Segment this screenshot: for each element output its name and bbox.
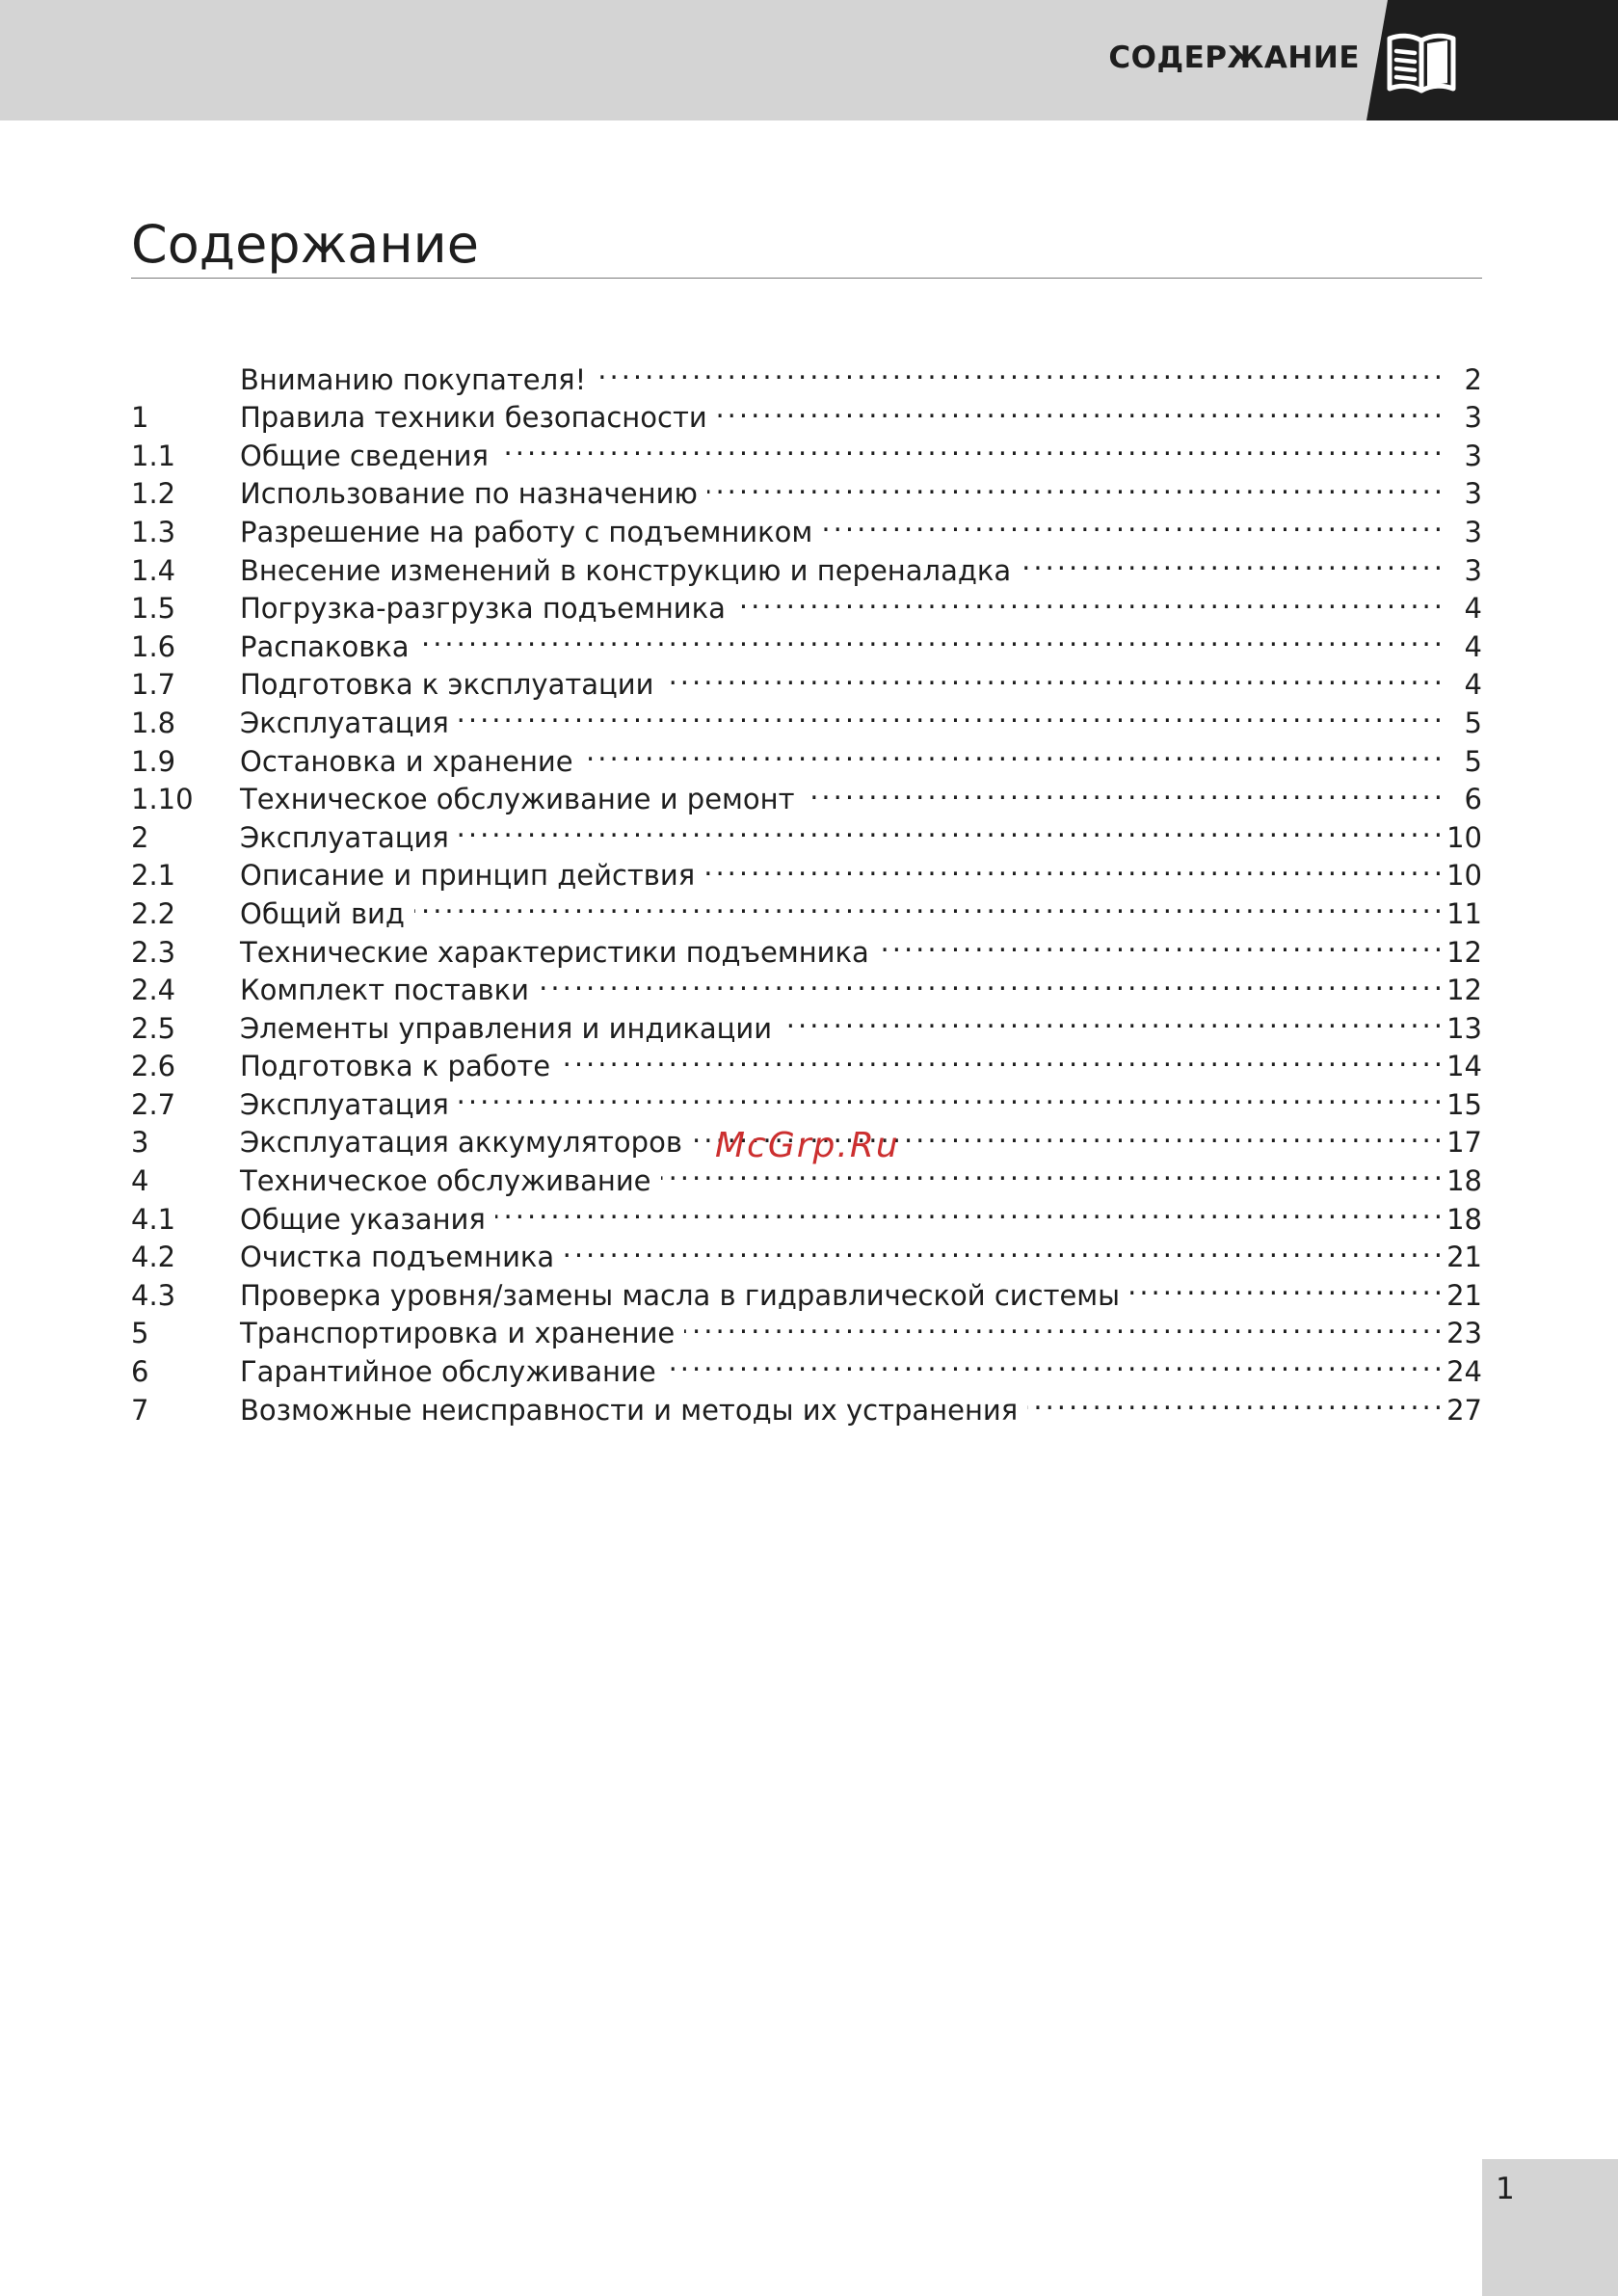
toc-dot-leader bbox=[805, 771, 1446, 810]
toc-entry-page: 13 bbox=[1446, 1011, 1482, 1045]
table-of-contents bbox=[131, 351, 1482, 1427]
toc-entry-page: 3 bbox=[1464, 553, 1482, 587]
toc-entry-title: Подготовка к работе bbox=[240, 1050, 551, 1083]
toc-entry-title: Элементы управления и индикации bbox=[240, 1011, 773, 1045]
toc-entry-page: 3 bbox=[1464, 439, 1482, 472]
toc-entry-page: 27 bbox=[1446, 1393, 1482, 1427]
toc-entry-number: 1.4 bbox=[131, 553, 176, 587]
toc-dot-leader bbox=[666, 1343, 1446, 1381]
toc-entry-page: 10 bbox=[1446, 820, 1482, 854]
toc-dot-leader bbox=[459, 694, 1446, 733]
toc-dot-leader bbox=[596, 351, 1446, 389]
toc-entry[interactable] bbox=[131, 351, 1482, 396]
toc-entry-title: Разрешение на работу с подъемником bbox=[240, 515, 813, 548]
toc-entry-number: 5 bbox=[131, 1317, 149, 1350]
toc-entry-number: 2.1 bbox=[131, 859, 176, 893]
toc-dot-leader bbox=[1027, 1381, 1446, 1420]
toc-entry-title: Эксплуатация bbox=[240, 820, 449, 854]
toc-dot-leader bbox=[459, 1076, 1446, 1114]
toc-entry-number: 1.6 bbox=[131, 629, 176, 663]
toc-dot-leader bbox=[583, 733, 1446, 771]
toc-entry-number: 2.7 bbox=[131, 1087, 176, 1121]
toc-entry-title: Внесение изменений в конструкцию и переналадка bbox=[240, 553, 1012, 587]
toc-dot-leader bbox=[1129, 1267, 1446, 1305]
toc-entry-page: 5 bbox=[1464, 706, 1482, 739]
toc-entry-title: Описание и принцип действия bbox=[240, 859, 696, 893]
toc-dot-leader bbox=[735, 580, 1446, 619]
toc-dot-leader bbox=[414, 885, 1446, 923]
toc-dot-leader bbox=[419, 618, 1446, 656]
toc-entry-title: Гарантийное обслуживание bbox=[240, 1355, 656, 1389]
toc-entry-number: 2.6 bbox=[131, 1050, 176, 1083]
toc-entry-page: 21 bbox=[1446, 1241, 1482, 1274]
toc-dot-leader bbox=[539, 962, 1446, 1001]
toc-entry-page: 23 bbox=[1446, 1317, 1482, 1350]
toc-entry-number: 1.3 bbox=[131, 515, 176, 548]
toc-dot-leader bbox=[704, 847, 1446, 886]
toc-entry-number: 1.2 bbox=[131, 477, 176, 511]
toc-entry-number: 4.2 bbox=[131, 1241, 176, 1274]
page-title: Содержание bbox=[131, 214, 479, 275]
toc-dot-leader bbox=[707, 466, 1446, 504]
toc-dot-leader bbox=[1021, 542, 1446, 580]
toc-entry-page: 10 bbox=[1446, 859, 1482, 893]
toc-entry-page: 24 bbox=[1446, 1355, 1482, 1389]
toc-dot-leader bbox=[459, 809, 1446, 847]
toc-entry-page: 3 bbox=[1464, 515, 1482, 548]
toc-entry-title: Эксплуатация аккумуляторов bbox=[240, 1126, 682, 1160]
toc-entry-title: Комплект поставки bbox=[240, 974, 529, 1007]
toc-entry-title: Использование по назначению bbox=[240, 477, 698, 511]
toc-entry-number: 1.9 bbox=[131, 744, 176, 778]
toc-entry-title: Эксплуатация bbox=[240, 1087, 449, 1121]
toc-entry-number: 6 bbox=[131, 1355, 149, 1389]
toc-entry-title: Общие указания bbox=[240, 1202, 486, 1236]
toc-dot-leader bbox=[684, 1305, 1446, 1344]
toc-dot-leader bbox=[822, 503, 1446, 542]
toc-entry-page: 5 bbox=[1464, 744, 1482, 778]
title-divider bbox=[131, 278, 1482, 279]
toc-dot-leader bbox=[498, 427, 1446, 466]
toc-entry-page: 4 bbox=[1464, 592, 1482, 626]
toc-entry-number: 2.2 bbox=[131, 896, 176, 930]
toc-entry-title: Возможные неисправности и методы их устранения bbox=[240, 1393, 1019, 1427]
toc-entry-page: 11 bbox=[1446, 896, 1482, 930]
toc-entry-title: Правила техники безопасности bbox=[240, 401, 707, 435]
toc-dot-leader bbox=[879, 923, 1446, 962]
toc-entry-title: Технические характеристики подъемника bbox=[240, 935, 869, 969]
toc-entry-page: 15 bbox=[1446, 1087, 1482, 1121]
toc-entry-title: Общий вид bbox=[240, 896, 405, 930]
toc-entry-title: Транспортировка и хранение bbox=[240, 1317, 676, 1350]
toc-entry-title: Вниманию покупателя! bbox=[240, 362, 587, 396]
toc-entry-page: 3 bbox=[1464, 401, 1482, 435]
toc-entry-number: 2.3 bbox=[131, 935, 176, 969]
toc-entry-page: 4 bbox=[1464, 668, 1482, 702]
header-section-label: СОДЕРЖАНИЕ bbox=[1108, 40, 1360, 75]
toc-dot-leader bbox=[560, 1038, 1446, 1077]
toc-dot-leader bbox=[564, 1229, 1446, 1268]
toc-entry-number: 2.4 bbox=[131, 974, 176, 1007]
open-book-icon bbox=[1384, 27, 1459, 98]
toc-entry-page: 14 bbox=[1446, 1050, 1482, 1083]
toc-entry-number: 3 bbox=[131, 1126, 149, 1160]
toc-entry-number: 4 bbox=[131, 1164, 149, 1198]
toc-entry-number: 2 bbox=[131, 820, 149, 854]
toc-entry-title: Подготовка к эксплуатации bbox=[240, 668, 654, 702]
toc-entry-number: 2.5 bbox=[131, 1011, 176, 1045]
toc-entry-page: 18 bbox=[1446, 1164, 1482, 1198]
toc-entry-page: 12 bbox=[1446, 935, 1482, 969]
toc-dot-leader bbox=[663, 656, 1446, 695]
toc-entry-title: Остановка и хранение bbox=[240, 744, 573, 778]
toc-entry-number: 1.8 bbox=[131, 706, 176, 739]
toc-dot-leader bbox=[495, 1190, 1446, 1229]
toc-entry-number: 1 bbox=[131, 401, 149, 435]
toc-entry-number: 1.1 bbox=[131, 439, 176, 472]
toc-entry-title: Общие сведения bbox=[240, 439, 489, 472]
toc-entry-page: 3 bbox=[1464, 477, 1482, 511]
toc-entry-page: 21 bbox=[1446, 1278, 1482, 1312]
toc-entry-number: 1.5 bbox=[131, 592, 176, 626]
watermark: McGrp.Ru bbox=[715, 1126, 900, 1165]
toc-entry-number: 4.3 bbox=[131, 1278, 176, 1312]
toc-entry-page: 18 bbox=[1446, 1202, 1482, 1236]
toc-entry-title: Погрузка-разгрузка подъемника bbox=[240, 592, 726, 626]
toc-entry-page: 4 bbox=[1464, 629, 1482, 663]
toc-entry-number: 7 bbox=[131, 1393, 149, 1427]
toc-dot-leader bbox=[717, 389, 1446, 428]
toc-dot-leader bbox=[782, 1000, 1446, 1038]
toc-entry-number: 4.1 bbox=[131, 1202, 176, 1236]
toc-entry-page: 17 bbox=[1446, 1126, 1482, 1160]
toc-entry-title: Техническое обслуживание bbox=[240, 1164, 651, 1198]
toc-entry-page: 6 bbox=[1464, 783, 1482, 816]
toc-entry-page: 12 bbox=[1446, 974, 1482, 1007]
toc-entry-title: Очистка подъемника bbox=[240, 1241, 555, 1274]
page-number: 1 bbox=[1496, 2172, 1515, 2206]
toc-entry-title: Проверка уровня/замены масла в гидравлической системы bbox=[240, 1278, 1121, 1312]
toc-entry-number: 1.10 bbox=[131, 783, 194, 816]
toc-entry-title: Техническое обслуживание и ремонт bbox=[240, 783, 795, 816]
toc-entry-title: Распаковка bbox=[240, 629, 410, 663]
toc-entry-page: 2 bbox=[1464, 362, 1482, 396]
toc-entry-number: 1.7 bbox=[131, 668, 176, 702]
toc-entry-title: Эксплуатация bbox=[240, 706, 449, 739]
